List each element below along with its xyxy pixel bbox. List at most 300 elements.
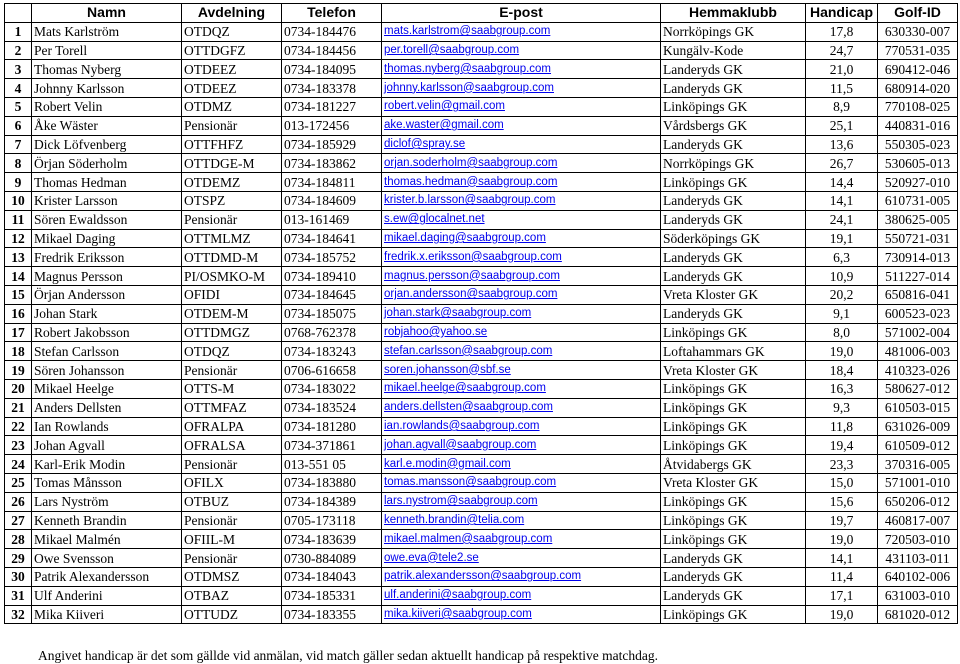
table-row bbox=[5, 436, 958, 455]
email-link[interactable]: johan.stark@saabgroup.com bbox=[384, 307, 532, 320]
table-row bbox=[5, 605, 958, 624]
table-row bbox=[5, 191, 958, 210]
cell-email bbox=[382, 492, 661, 511]
cell-handicap: 9,3 bbox=[806, 398, 878, 417]
table-row bbox=[5, 173, 958, 192]
cell-phone: 0734-184456 bbox=[282, 41, 382, 60]
cell-golf-id: 530605-013 bbox=[878, 154, 958, 173]
cell-handicap: 10,9 bbox=[806, 267, 878, 286]
email-link[interactable]: ake.waster@gmail.com bbox=[384, 119, 504, 132]
cell-club: Åtvidabergs GK bbox=[661, 455, 806, 474]
cell-phone: 0734-184476 bbox=[282, 22, 382, 41]
table-row bbox=[5, 379, 958, 398]
email-link[interactable]: stefan.carlsson@saabgroup.com bbox=[384, 344, 553, 357]
cell-handicap: 19,0 bbox=[806, 605, 878, 624]
header-row bbox=[5, 4, 958, 23]
cell-nr: 26 bbox=[5, 492, 32, 511]
cell-dept: OFRALSA bbox=[182, 436, 282, 455]
cell-name: Örjan Söderholm bbox=[32, 154, 182, 173]
cell-email bbox=[382, 210, 661, 229]
cell-handicap: 18,4 bbox=[806, 361, 878, 380]
cell-golf-id: 380625-005 bbox=[878, 210, 958, 229]
cell-email bbox=[382, 530, 661, 549]
cell-golf-id: 440831-016 bbox=[878, 116, 958, 135]
cell-email bbox=[382, 248, 661, 267]
cell-phone: 0734-189410 bbox=[282, 267, 382, 286]
cell-club: Landeryds GK bbox=[661, 79, 806, 98]
cell-dept: Pensionär bbox=[182, 116, 282, 135]
cell-dept: OFIIL-M bbox=[182, 530, 282, 549]
cell-phone: 0734-371861 bbox=[282, 436, 382, 455]
header-phone: Telefon bbox=[282, 4, 382, 23]
table-row bbox=[5, 361, 958, 380]
cell-handicap: 21,0 bbox=[806, 60, 878, 79]
cell-dept: OFILX bbox=[182, 473, 282, 492]
email-link[interactable]: per.torell@saabgroup.com bbox=[384, 43, 520, 56]
cell-nr: 4 bbox=[5, 79, 32, 98]
cell-phone: 0734-184645 bbox=[282, 285, 382, 304]
cell-name: Johnny Karlsson bbox=[32, 79, 182, 98]
cell-nr: 7 bbox=[5, 135, 32, 154]
table-row bbox=[5, 267, 958, 286]
table-row bbox=[5, 549, 958, 568]
cell-dept: OFRALPA bbox=[182, 417, 282, 436]
table-row bbox=[5, 511, 958, 530]
cell-phone: 0734-183022 bbox=[282, 379, 382, 398]
cell-dept: OTBUZ bbox=[182, 492, 282, 511]
header-golf-id: Golf-ID bbox=[878, 4, 958, 23]
cell-golf-id: 550721-031 bbox=[878, 229, 958, 248]
cell-nr: 32 bbox=[5, 605, 32, 624]
cell-dept: PI/OSMKO-M bbox=[182, 267, 282, 286]
cell-golf-id: 680914-020 bbox=[878, 79, 958, 98]
cell-dept: Pensionär bbox=[182, 549, 282, 568]
email-link[interactable]: ian.rowlands@saabgroup.com bbox=[384, 419, 540, 432]
email-link[interactable]: magnus.persson@saabgroup.com bbox=[384, 269, 560, 282]
cell-phone: 0705-173118 bbox=[282, 511, 382, 530]
cell-name: Sören Johansson bbox=[32, 361, 182, 380]
cell-phone: 0734-184389 bbox=[282, 492, 382, 511]
cell-handicap: 13,6 bbox=[806, 135, 878, 154]
table-row bbox=[5, 135, 958, 154]
cell-dept: OTDMSZ bbox=[182, 567, 282, 586]
cell-dept: OTTDGFZ bbox=[182, 41, 282, 60]
email-link[interactable]: mikael.daging@saabgroup.com bbox=[384, 231, 546, 244]
cell-nr: 28 bbox=[5, 530, 32, 549]
handicap-footnote: Angivet handicap är det som gällde vid anmälan, vid match gäller sedan aktuellt handicap på respektive matchdag. bbox=[38, 648, 659, 663]
table-row bbox=[5, 229, 958, 248]
cell-club: Söderköpings GK bbox=[661, 229, 806, 248]
table-row bbox=[5, 248, 958, 267]
cell-golf-id: 410323-026 bbox=[878, 361, 958, 380]
cell-name: Patrik Alexandersson bbox=[32, 567, 182, 586]
cell-nr: 29 bbox=[5, 549, 32, 568]
cell-nr: 10 bbox=[5, 191, 32, 210]
cell-handicap: 14,1 bbox=[806, 191, 878, 210]
cell-email bbox=[382, 567, 661, 586]
cell-club: Landeryds GK bbox=[661, 210, 806, 229]
cell-name: Anders Dellsten bbox=[32, 398, 182, 417]
cell-golf-id: 610503-015 bbox=[878, 398, 958, 417]
cell-name: Stefan Carlsson bbox=[32, 342, 182, 361]
cell-name: Ian Rowlands bbox=[32, 417, 182, 436]
cell-phone: 0734-183639 bbox=[282, 530, 382, 549]
cell-club: Linköpings GK bbox=[661, 398, 806, 417]
email-link[interactable]: tomas.mansson@saabgroup.com bbox=[384, 476, 557, 489]
cell-club: Vreta Kloster GK bbox=[661, 285, 806, 304]
cell-phone: 0734-184641 bbox=[282, 229, 382, 248]
table-row bbox=[5, 22, 958, 41]
cell-name: Robert Jakobsson bbox=[32, 323, 182, 342]
cell-golf-id: 580627-012 bbox=[878, 379, 958, 398]
cell-name: Per Torell bbox=[32, 41, 182, 60]
cell-email bbox=[382, 97, 661, 116]
cell-email bbox=[382, 60, 661, 79]
cell-phone: 0734-184609 bbox=[282, 191, 382, 210]
table-row bbox=[5, 41, 958, 60]
cell-golf-id: 630330-007 bbox=[878, 22, 958, 41]
cell-name: Dick Löfvenberg bbox=[32, 135, 182, 154]
table-row bbox=[5, 530, 958, 549]
cell-dept: OTDQZ bbox=[182, 342, 282, 361]
cell-nr: 22 bbox=[5, 417, 32, 436]
cell-club: Landeryds GK bbox=[661, 586, 806, 605]
cell-nr: 8 bbox=[5, 154, 32, 173]
cell-nr: 16 bbox=[5, 304, 32, 323]
cell-name: Johan Agvall bbox=[32, 436, 182, 455]
cell-dept: OTTUDZ bbox=[182, 605, 282, 624]
cell-handicap: 19,7 bbox=[806, 511, 878, 530]
cell-nr: 21 bbox=[5, 398, 32, 417]
cell-handicap: 11,8 bbox=[806, 417, 878, 436]
cell-nr: 3 bbox=[5, 60, 32, 79]
cell-club: Linköpings GK bbox=[661, 323, 806, 342]
cell-handicap: 6,3 bbox=[806, 248, 878, 267]
cell-phone: 0706-616658 bbox=[282, 361, 382, 380]
cell-email bbox=[382, 116, 661, 135]
table-row bbox=[5, 342, 958, 361]
email-link[interactable]: patrik.alexandersson@saabgroup.com bbox=[384, 570, 582, 583]
cell-phone: 013-172456 bbox=[282, 116, 382, 135]
header-nr bbox=[5, 4, 32, 23]
cell-club: Linköpings GK bbox=[661, 511, 806, 530]
cell-email bbox=[382, 135, 661, 154]
cell-name: Fredrik Eriksson bbox=[32, 248, 182, 267]
cell-nr: 25 bbox=[5, 473, 32, 492]
cell-email bbox=[382, 191, 661, 210]
cell-golf-id: 370316-005 bbox=[878, 455, 958, 474]
header-name: Namn bbox=[32, 4, 182, 23]
email-link[interactable]: kenneth.brandin@telia.com bbox=[384, 513, 525, 526]
email-link[interactable]: soren.johansson@sbf.se bbox=[384, 363, 511, 376]
table-row bbox=[5, 210, 958, 229]
cell-email bbox=[382, 342, 661, 361]
cell-handicap: 9,1 bbox=[806, 304, 878, 323]
cell-golf-id: 690412-046 bbox=[878, 60, 958, 79]
email-link[interactable]: s.ew@glocalnet.net bbox=[384, 213, 485, 226]
cell-email bbox=[382, 22, 661, 41]
cell-nr: 27 bbox=[5, 511, 32, 530]
email-link[interactable]: karl.e.modin@gmail.com bbox=[384, 457, 511, 470]
email-link[interactable]: krister.b.larsson@saabgroup.com bbox=[384, 194, 556, 207]
cell-dept: OTTMFAZ bbox=[182, 398, 282, 417]
cell-dept: OTTDGE-M bbox=[182, 154, 282, 173]
cell-nr: 19 bbox=[5, 361, 32, 380]
cell-club: Linköpings GK bbox=[661, 530, 806, 549]
table-row bbox=[5, 116, 958, 135]
cell-golf-id: 640102-006 bbox=[878, 567, 958, 586]
cell-golf-id: 720503-010 bbox=[878, 530, 958, 549]
cell-email bbox=[382, 436, 661, 455]
cell-phone: 0734-185929 bbox=[282, 135, 382, 154]
cell-phone: 0730-884089 bbox=[282, 549, 382, 568]
cell-club: Landeryds GK bbox=[661, 60, 806, 79]
cell-email bbox=[382, 323, 661, 342]
cell-handicap: 26,7 bbox=[806, 154, 878, 173]
cell-name: Örjan Andersson bbox=[32, 285, 182, 304]
cell-name: Thomas Nyberg bbox=[32, 60, 182, 79]
cell-email bbox=[382, 79, 661, 98]
cell-name: Mikael Heelge bbox=[32, 379, 182, 398]
cell-dept: OTTFHFZ bbox=[182, 135, 282, 154]
cell-phone: 0734-184811 bbox=[282, 173, 382, 192]
cell-email bbox=[382, 398, 661, 417]
table-row bbox=[5, 473, 958, 492]
cell-nr: 6 bbox=[5, 116, 32, 135]
cell-name: Mats Karlström bbox=[32, 22, 182, 41]
cell-phone: 013-161469 bbox=[282, 210, 382, 229]
table-row bbox=[5, 567, 958, 586]
cell-club: Vårdsbergs GK bbox=[661, 116, 806, 135]
cell-club: Landeryds GK bbox=[661, 135, 806, 154]
cell-club: Linköpings GK bbox=[661, 173, 806, 192]
cell-dept: OTTDMD-M bbox=[182, 248, 282, 267]
cell-club: Linköpings GK bbox=[661, 605, 806, 624]
cell-name: Karl-Erik Modin bbox=[32, 455, 182, 474]
cell-email bbox=[382, 549, 661, 568]
cell-handicap: 20,2 bbox=[806, 285, 878, 304]
table-row bbox=[5, 586, 958, 605]
cell-nr: 20 bbox=[5, 379, 32, 398]
cell-name: Magnus Persson bbox=[32, 267, 182, 286]
cell-golf-id: 600523-023 bbox=[878, 304, 958, 323]
cell-nr: 15 bbox=[5, 285, 32, 304]
cell-dept: Pensionär bbox=[182, 511, 282, 530]
cell-handicap: 19,0 bbox=[806, 342, 878, 361]
email-link[interactable]: mika.kiiveri@saabgroup.com bbox=[384, 607, 532, 620]
cell-dept: Pensionär bbox=[182, 361, 282, 380]
cell-name: Ulf Anderini bbox=[32, 586, 182, 605]
cell-nr: 5 bbox=[5, 97, 32, 116]
table-row bbox=[5, 398, 958, 417]
table-row bbox=[5, 323, 958, 342]
cell-phone: 0768-762378 bbox=[282, 323, 382, 342]
cell-email bbox=[382, 586, 661, 605]
cell-nr: 18 bbox=[5, 342, 32, 361]
email-link[interactable]: mats.karlstrom@saabgroup.com bbox=[384, 25, 551, 38]
table-row bbox=[5, 79, 958, 98]
cell-dept: OTTS-M bbox=[182, 379, 282, 398]
email-link[interactable]: mikael.malmen@saabgroup.com bbox=[384, 532, 553, 545]
cell-email bbox=[382, 473, 661, 492]
cell-phone: 0734-184095 bbox=[282, 60, 382, 79]
header-dept: Avdelning bbox=[182, 4, 282, 23]
cell-club: Linköpings GK bbox=[661, 492, 806, 511]
cell-phone: 0734-183243 bbox=[282, 342, 382, 361]
cell-golf-id: 650206-012 bbox=[878, 492, 958, 511]
cell-handicap: 25,1 bbox=[806, 116, 878, 135]
header-email: E-post bbox=[382, 4, 661, 23]
email-link[interactable]: anders.dellsten@saabgroup.com bbox=[384, 401, 553, 414]
cell-golf-id: 610731-005 bbox=[878, 191, 958, 210]
cell-handicap: 19,1 bbox=[806, 229, 878, 248]
cell-phone: 0734-183355 bbox=[282, 605, 382, 624]
cell-phone: 0734-181280 bbox=[282, 417, 382, 436]
cell-handicap: 24,1 bbox=[806, 210, 878, 229]
cell-golf-id: 770531-035 bbox=[878, 41, 958, 60]
cell-dept: OTSPZ bbox=[182, 191, 282, 210]
cell-golf-id: 550305-023 bbox=[878, 135, 958, 154]
cell-golf-id: 460817-007 bbox=[878, 511, 958, 530]
cell-handicap: 16,3 bbox=[806, 379, 878, 398]
cell-name: Mika Kiiveri bbox=[32, 605, 182, 624]
cell-email bbox=[382, 455, 661, 474]
table-body bbox=[5, 22, 958, 624]
email-link[interactable]: fredrik.x.eriksson@saabgroup.com bbox=[384, 250, 562, 263]
email-link[interactable]: robert.velin@gmail.com bbox=[384, 100, 505, 113]
email-link[interactable]: orjan.andersson@saabgroup.com bbox=[384, 288, 558, 301]
cell-dept: OTTDMGZ bbox=[182, 323, 282, 342]
cell-handicap: 17,1 bbox=[806, 586, 878, 605]
cell-club: Vreta Kloster GK bbox=[661, 361, 806, 380]
cell-name: Owe Svensson bbox=[32, 549, 182, 568]
cell-nr: 31 bbox=[5, 586, 32, 605]
cell-phone: 0734-181227 bbox=[282, 97, 382, 116]
cell-golf-id: 770108-025 bbox=[878, 97, 958, 116]
cell-nr: 24 bbox=[5, 455, 32, 474]
cell-nr: 23 bbox=[5, 436, 32, 455]
email-link[interactable]: thomas.hedman@saabgroup.com bbox=[384, 175, 558, 188]
email-link[interactable]: johnny.karlsson@saabgroup.com bbox=[384, 81, 554, 94]
cell-dept: OTDMZ bbox=[182, 97, 282, 116]
cell-golf-id: 520927-010 bbox=[878, 173, 958, 192]
cell-handicap: 8,9 bbox=[806, 97, 878, 116]
table-row bbox=[5, 60, 958, 79]
cell-name: Krister Larsson bbox=[32, 191, 182, 210]
cell-email bbox=[382, 361, 661, 380]
cell-golf-id: 571002-004 bbox=[878, 323, 958, 342]
cell-name: Robert Velin bbox=[32, 97, 182, 116]
cell-nr: 12 bbox=[5, 229, 32, 248]
cell-golf-id: 431103-011 bbox=[878, 549, 958, 568]
cell-club: Landeryds GK bbox=[661, 191, 806, 210]
cell-club: Landeryds GK bbox=[661, 549, 806, 568]
cell-nr: 11 bbox=[5, 210, 32, 229]
cell-golf-id: 571001-010 bbox=[878, 473, 958, 492]
email-link[interactable]: lars.nystrom@saabgroup.com bbox=[384, 495, 538, 508]
cell-name: Mikael Malmén bbox=[32, 530, 182, 549]
cell-email bbox=[382, 267, 661, 286]
cell-name: Kenneth Brandin bbox=[32, 511, 182, 530]
email-link[interactable]: diclof@spray.se bbox=[384, 137, 466, 150]
cell-phone: 0734-183880 bbox=[282, 473, 382, 492]
cell-email bbox=[382, 173, 661, 192]
cell-handicap: 24,7 bbox=[806, 41, 878, 60]
cell-handicap: 14,4 bbox=[806, 173, 878, 192]
cell-name: Sören Ewaldsson bbox=[32, 210, 182, 229]
cell-golf-id: 481006-003 bbox=[878, 342, 958, 361]
cell-email bbox=[382, 154, 661, 173]
cell-club: Linköpings GK bbox=[661, 97, 806, 116]
cell-dept: OTDEM-M bbox=[182, 304, 282, 323]
cell-name: Lars Nyström bbox=[32, 492, 182, 511]
cell-handicap: 19,4 bbox=[806, 436, 878, 455]
cell-nr: 17 bbox=[5, 323, 32, 342]
cell-email bbox=[382, 304, 661, 323]
table-row bbox=[5, 304, 958, 323]
email-link[interactable]: owe.eva@tele2.se bbox=[384, 551, 479, 564]
table-row bbox=[5, 492, 958, 511]
table-row bbox=[5, 154, 958, 173]
cell-handicap: 23,3 bbox=[806, 455, 878, 474]
cell-name: Johan Stark bbox=[32, 304, 182, 323]
cell-golf-id: 610509-012 bbox=[878, 436, 958, 455]
cell-handicap: 14,1 bbox=[806, 549, 878, 568]
cell-club: Norrköpings GK bbox=[661, 154, 806, 173]
cell-email bbox=[382, 285, 661, 304]
cell-handicap: 11,4 bbox=[806, 567, 878, 586]
cell-club: Landeryds GK bbox=[661, 304, 806, 323]
cell-name: Tomas Månsson bbox=[32, 473, 182, 492]
cell-club: Kungälv-Kode bbox=[661, 41, 806, 60]
cell-dept: OTDEMZ bbox=[182, 173, 282, 192]
cell-dept: OTDQZ bbox=[182, 22, 282, 41]
cell-email bbox=[382, 229, 661, 248]
cell-club: Linköpings GK bbox=[661, 436, 806, 455]
cell-nr: 13 bbox=[5, 248, 32, 267]
email-link[interactable]: johan.agvall@saabgroup.com bbox=[384, 438, 537, 451]
email-link[interactable]: ulf.anderini@saabgroup.com bbox=[384, 589, 532, 602]
cell-phone: 0734-185331 bbox=[282, 586, 382, 605]
cell-handicap: 19,0 bbox=[806, 530, 878, 549]
cell-handicap: 15,6 bbox=[806, 492, 878, 511]
cell-email bbox=[382, 605, 661, 624]
table-row bbox=[5, 285, 958, 304]
cell-club: Norrköpings GK bbox=[661, 22, 806, 41]
cell-dept: Pensionär bbox=[182, 210, 282, 229]
cell-dept: OFIDI bbox=[182, 285, 282, 304]
email-link[interactable]: mikael.heelge@saabgroup.com bbox=[384, 382, 546, 395]
cell-email bbox=[382, 511, 661, 530]
cell-nr: 2 bbox=[5, 41, 32, 60]
email-link[interactable]: thomas.nyberg@saabgroup.com bbox=[384, 62, 552, 75]
cell-nr: 9 bbox=[5, 173, 32, 192]
cell-dept: OTTMLMZ bbox=[182, 229, 282, 248]
cell-name: Mikael Daging bbox=[32, 229, 182, 248]
cell-dept: Pensionär bbox=[182, 455, 282, 474]
participants-table bbox=[4, 3, 958, 624]
cell-club: Landeryds GK bbox=[661, 267, 806, 286]
cell-phone: 0734-185075 bbox=[282, 304, 382, 323]
cell-email bbox=[382, 417, 661, 436]
cell-club: Vreta Kloster GK bbox=[661, 473, 806, 492]
email-link[interactable]: orjan.soderholm@saabgroup.com bbox=[384, 156, 558, 169]
table-row bbox=[5, 455, 958, 474]
email-link[interactable]: robjahoo@yahoo.se bbox=[384, 325, 488, 338]
cell-golf-id: 631003-010 bbox=[878, 586, 958, 605]
cell-nr: 14 bbox=[5, 267, 32, 286]
cell-handicap: 11,5 bbox=[806, 79, 878, 98]
